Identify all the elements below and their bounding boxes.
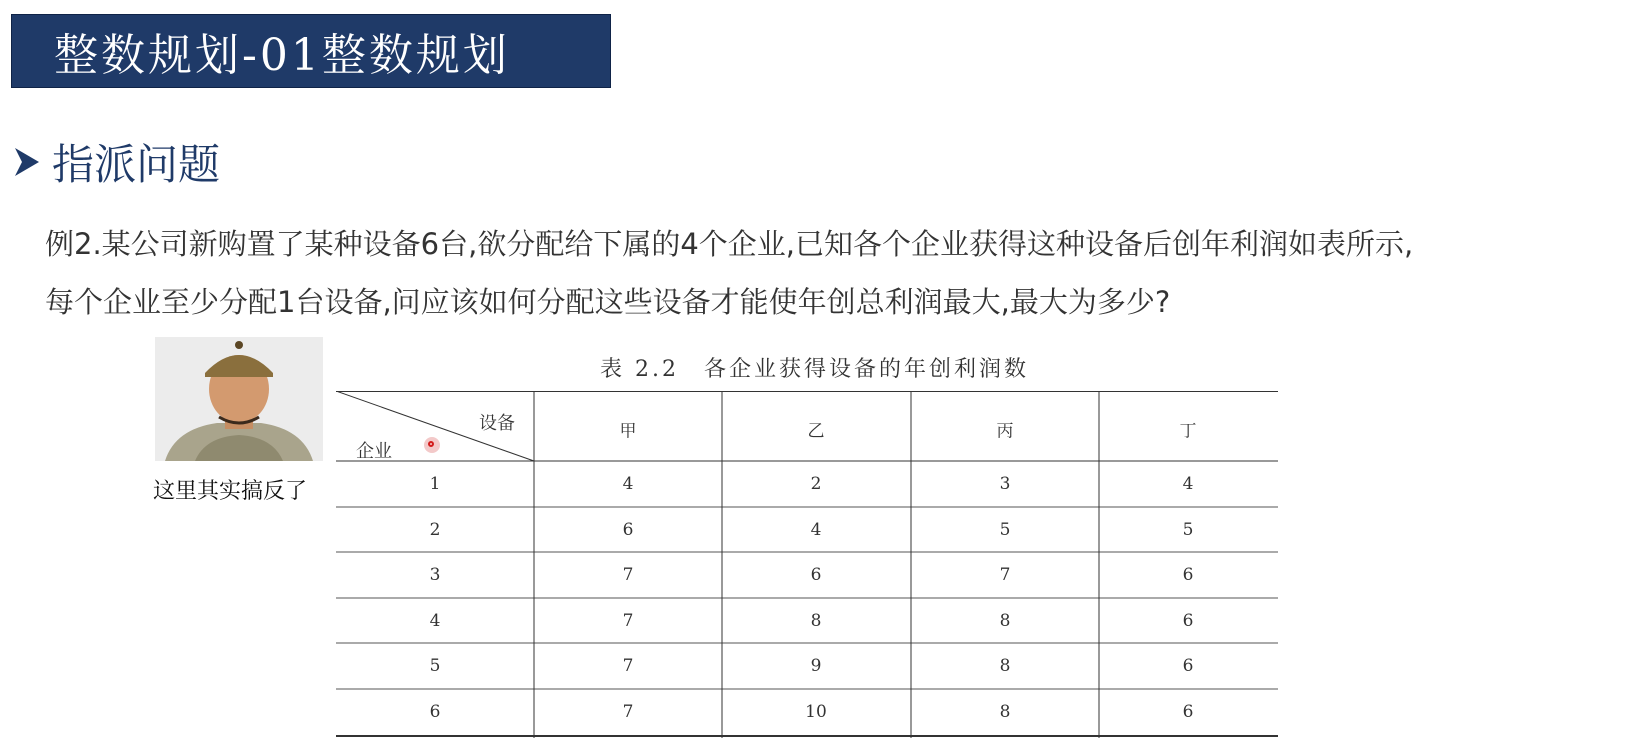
table-cell: 4 <box>622 474 634 494</box>
table-cell: 8 <box>999 611 1011 631</box>
table-cell: 3 <box>999 474 1011 494</box>
profit-table <box>336 391 1278 738</box>
row-label: 5 <box>429 656 441 676</box>
table-cell: 7 <box>622 656 634 676</box>
corner-header-equipment: 设备 <box>479 413 515 434</box>
table-cell: 6 <box>1182 656 1194 676</box>
table-cell: 6 <box>1182 611 1194 631</box>
column-header: 甲 <box>619 421 637 442</box>
row-label: 1 <box>429 474 441 494</box>
slide-title-banner <box>11 14 611 88</box>
row-label: 6 <box>429 702 441 722</box>
table-cell: 8 <box>999 702 1011 722</box>
table-cell: 8 <box>810 611 822 631</box>
column-header: 丙 <box>996 421 1014 442</box>
table-cell: 7 <box>622 611 634 631</box>
chevron-right-icon <box>12 142 42 182</box>
table-cell: 6 <box>1182 702 1194 722</box>
table-cell: 7 <box>622 565 634 585</box>
section-heading: 指派问题 <box>52 140 221 189</box>
table-cell: 6 <box>810 565 822 585</box>
row-label: 2 <box>429 520 441 540</box>
table-cell: 4 <box>810 520 822 540</box>
column-header: 丁 <box>1179 421 1197 442</box>
row-label: 4 <box>429 611 441 631</box>
table-cell: 10 <box>805 702 827 722</box>
table-cell: 6 <box>622 520 634 540</box>
character-avatar-image <box>155 337 323 461</box>
slide-title: 整数规划-01整数规划 <box>54 30 510 81</box>
table-cell: 6 <box>1182 565 1194 585</box>
table-cell: 5 <box>1182 520 1194 540</box>
problem-text-line-1: 例2.某公司新购置了某种设备6台,欲分配给下属的4个企业,已知各个企业获得这种设备后创年利润如表所示, <box>45 227 1414 261</box>
row-label: 3 <box>429 565 441 585</box>
table-cell: 2 <box>810 474 822 494</box>
avatar-caption: 这里其实搞反了 <box>153 479 308 504</box>
table-cell: 7 <box>999 565 1011 585</box>
column-header: 乙 <box>807 421 825 442</box>
table-grid-lines <box>336 391 1278 738</box>
section-heading-row <box>12 132 220 192</box>
table-title: 表 2.2 各企业获得设备的年创利润数 <box>600 357 1029 382</box>
corner-header-enterprise: 企业 <box>356 441 392 462</box>
table-cell: 5 <box>999 520 1011 540</box>
table-cell: 8 <box>999 656 1011 676</box>
table-cell: 9 <box>810 656 822 676</box>
table-cell: 7 <box>622 702 634 722</box>
table-cell: 4 <box>1182 474 1194 494</box>
laser-pointer-icon <box>424 437 440 453</box>
problem-text-line-2: 每个企业至少分配1台设备,问应该如何分配这些设备才能使年创总利润最大,最大为多少? <box>45 285 1171 319</box>
